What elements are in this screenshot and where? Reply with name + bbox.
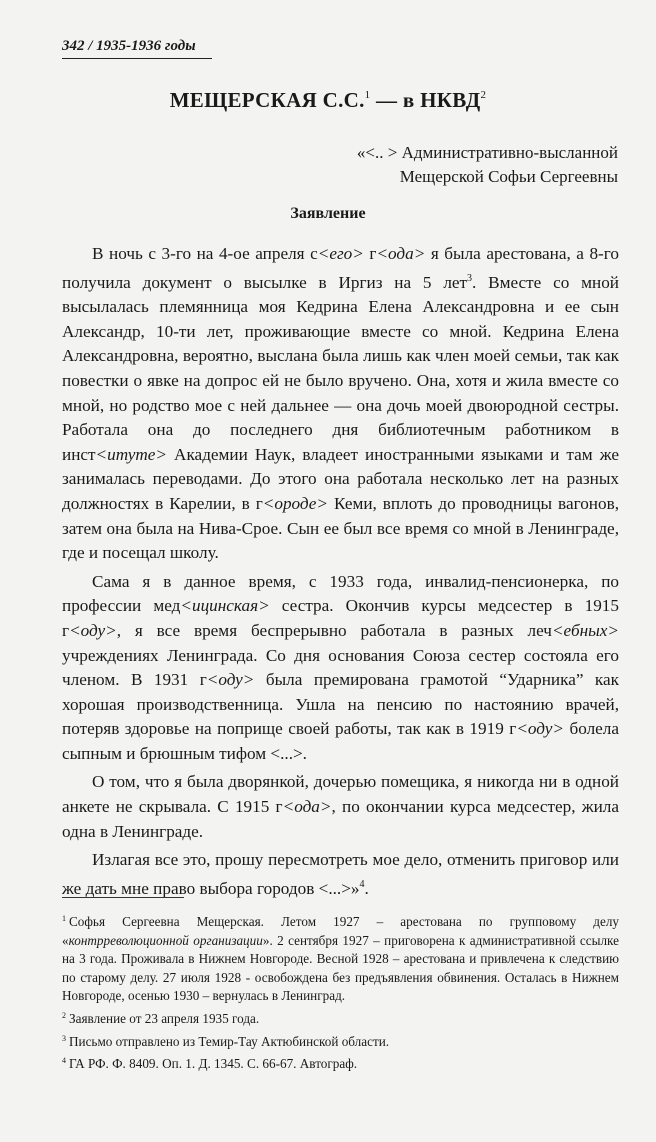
italic-text: контрреволюционной организации — [68, 932, 263, 948]
text: . — [364, 878, 369, 898]
text: О том, что я была дворянкой, дочерью помещика, я никогда ни в одной анкете не скрывала. С 1915 г — [62, 772, 619, 817]
footnote-3 — [62, 1030, 619, 1052]
paragraph-3 — [62, 770, 619, 844]
footnote-separator — [62, 897, 184, 898]
text: учреждениях Ленинграда. Со дня основания Союза сестер состояла его членом. В 1931 г — [62, 645, 619, 690]
title-text: МЕЩЕРСКАЯ С.С. — [169, 88, 365, 112]
text: Кеми, вплоть до проводницы вагонов, затем она была на Нива-Срое. Сын ее был все время со мной в Ленинграде, где и посещал школу. — [62, 493, 619, 563]
text: я была арестована, а 8-го получила документ о высылке в Иргиз на 5 лет — [62, 244, 619, 292]
section-heading: Заявление — [290, 205, 366, 222]
text: Софья Сергеевна Мещерская. Летом 1927 – арестована по групповому делу « — [62, 914, 619, 948]
footnote-number: 2 — [62, 1010, 66, 1020]
footnote-ref-3: 3 — [467, 272, 473, 284]
text: Академии Наук, владеет иностранными языками и там же занималась переводами. До этого она работала несколько лет на разных должностях в Карелии, в г — [62, 444, 619, 513]
document-title — [0, 88, 656, 113]
text: Излагая все это, прошу пересмотреть мое дело, отменить приговор или же дать мне право выбора городов <...>» — [62, 850, 619, 898]
title-suffix: — в НКВД — [370, 88, 481, 112]
addressee-line-2: Мещерской Софьи Сергеевны — [399, 167, 618, 186]
text: Сама я в данное время, с 1933 года, инвалид-пенсионерка, по профессии мед — [62, 571, 619, 616]
footnote-2 — [62, 1007, 619, 1029]
statement-body — [62, 242, 619, 905]
footnote-1 — [62, 910, 619, 1006]
editorial-insert: <итуте> — [95, 444, 167, 464]
paragraph-1 — [62, 242, 619, 566]
editorial-insert: <оду> — [516, 719, 564, 739]
text: Заявление от 23 апреля 1935 года. — [69, 1010, 260, 1026]
text: сестра. Окончив курсы медсестер в 1915 г — [62, 596, 619, 640]
text: . Вместе со мной высылалась племянница моя Кедрина Елена Александровна и ее сын Александр, 10-ти лет, проживающие вместе со мной. Кедрина Елена Александровна, вероятно, выслана была лишь как член моей семьи, так как повестки о явке на допрос ей не было вручено. Она, хотя и жила вместе со мной, но родство мое с ней дальнее — она дочь моей двоюродной сестры. Работала она до последнего дня библиотечным работником в инст — [62, 272, 619, 464]
paragraph-2 — [62, 570, 619, 767]
title-footnote-ref-1: 1 — [364, 89, 371, 101]
text: г — [363, 244, 377, 263]
paragraph-4 — [62, 848, 619, 901]
footnote-number: 1 — [62, 914, 66, 923]
text: ». 2 сентября 1927 – приговорена к административной ссылке на 3 года. Проживала в Нижнем Новгороде. Весной 1928 – арестована и привлечена к следствию по старому делу. 27 июля 1928 - освобождена без предъявления обвинения. Осталась в Нижнем Новгороде, осенью 1930 – вернулась в Ленинград. — [62, 932, 619, 1004]
footnote-4 — [62, 1052, 619, 1074]
text: ГА РФ. Ф. 8409. Оп. 1. Д. 1345. С. 66-67. Автограф. — [69, 1056, 358, 1072]
editorial-insert: <оду> — [69, 620, 117, 640]
editorial-insert: <ода> — [376, 244, 426, 263]
addressee — [258, 141, 618, 189]
text: , по окончании курса медсестер, жила одна в Ленинграде. — [62, 797, 620, 841]
editorial-insert: <ебных> — [551, 620, 619, 640]
editorial-insert: <его> — [317, 244, 364, 263]
footnote-ref-4: 4 — [359, 878, 365, 890]
text: болела сыпным и брюшным тифом <...>. — [62, 719, 619, 763]
editorial-insert: <ороде> — [262, 493, 329, 513]
editorial-insert: <ода> — [282, 797, 332, 817]
running-head: 342 / 1935-1936 годы — [62, 38, 212, 59]
editorial-insert: <оду> — [206, 670, 255, 690]
text: была премирована грамотой “Ударника” как хорошая производственница. Ушла на пенсию по настоянию врачей, потеряв здоровье на поприще своей работы, так как в 1919 г — [62, 670, 619, 739]
footnotes — [62, 910, 619, 1075]
text: Письмо отправлено из Темир-Тау Актюбинской области. — [69, 1033, 390, 1049]
editorial-insert: <ицинская> — [180, 596, 270, 616]
text: В ночь с 3-го на 4-ое апреля с — [92, 244, 318, 263]
footnote-number: 4 — [62, 1056, 66, 1066]
footnote-number: 3 — [62, 1033, 66, 1043]
addressee-line-1: «<.. > Административно-высланной — [356, 143, 618, 162]
title-footnote-ref-2: 2 — [480, 89, 487, 101]
text: , я все время беспрерывно работала в разных леч — [116, 620, 552, 640]
